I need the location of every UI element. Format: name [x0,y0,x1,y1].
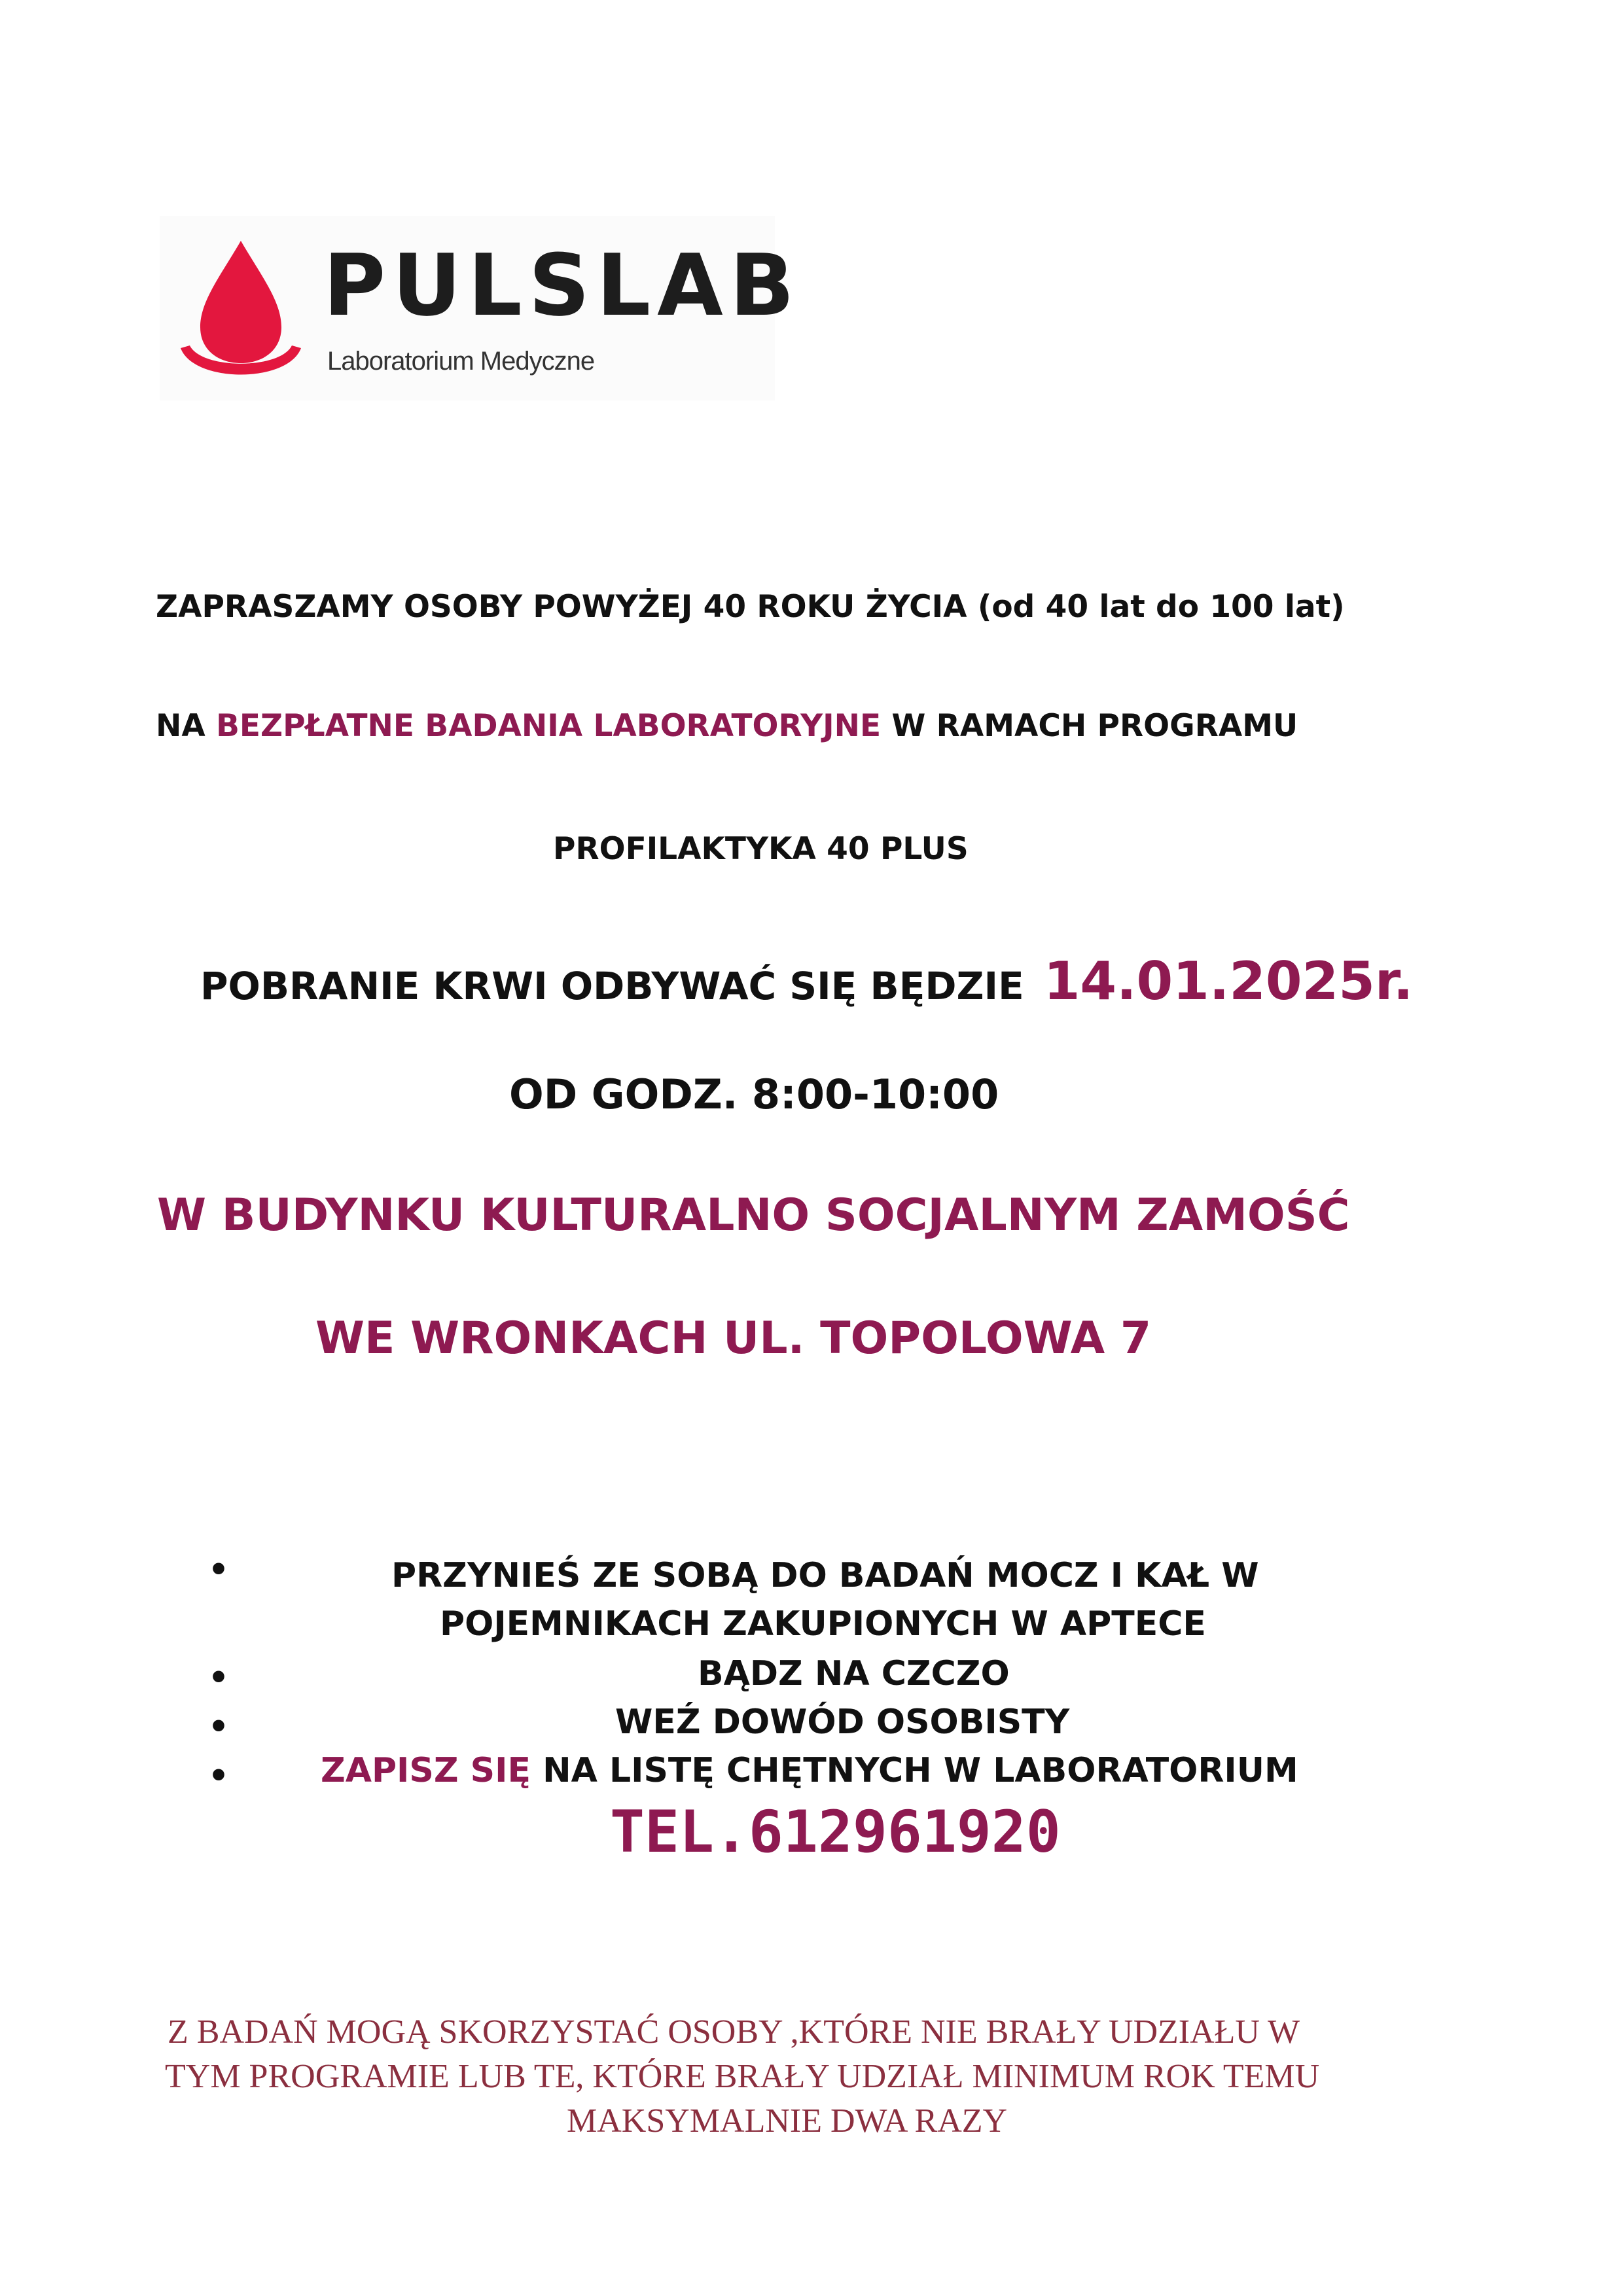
event-hours: OD GODZ. 8:00-10:00 [509,1070,999,1118]
bullet-item-3: WEŹ DOWÓD OSOBISTY [615,1703,1070,1742]
event-date: 14.01.2025r. [1043,951,1414,1012]
bullet-item-4 [321,1751,1298,1790]
bullet-item-4-rest: NA LISTĘ CHĘTNYCH W LABORATORIUM [531,1751,1298,1790]
footer-line-3: MAKSYMALNIE DWA RAZY [567,2102,1008,2140]
event-date-line [200,951,1413,1012]
footer-line-1: Z BADAŃ MOGĄ SKORZYSTAĆ OSOBY ,KTÓRE NIE BRAŁY UDZIAŁU W [168,2013,1300,2051]
blood-drop-icon [175,236,306,380]
logo-name: PULSLAB [323,236,801,335]
bullet-item-1-line-1: PRZYNIEŚ ZE SOBĄ DO BADAŃ MOCZ I KAŁ W [391,1556,1259,1595]
bullet-item-1-line-2: POJEMNIKACH ZAKUPIONYCH W APTECE [440,1604,1206,1644]
bullet-marker: • [208,1551,229,1589]
footer-line-2: TYM PROGRAMIE LUB TE, KTÓRE BRAŁY UDZIAŁ MINIMUM ROK TEMU [165,2058,1320,2095]
bullet-marker: • [208,1757,229,1795]
date-label: POBRANIE KRWI ODBYWAĆ SIĘ BĘDZIE [200,964,1024,1008]
free-tests-highlight: BEZPŁATNE BADANIA LABORATORYJNE [216,708,882,744]
bullet-marker: • [208,1708,229,1746]
event-place-line-2: WE WRONKACH UL. TOPOLOWA 7 [315,1313,1152,1364]
pulslab-logo [160,216,801,400]
intro-line-2-suffix: W RAMACH PROGRAMU [881,708,1298,744]
intro-line-2-prefix: NA [156,708,217,744]
intro-line-1: ZAPRASZAMY OSOBY POWYŻEJ 40 ROKU ŻYCIA (od 40 lat do 100 lat) [156,589,1345,625]
intro-line-2 [156,708,1298,744]
event-place-line-1: W BUDYNKU KULTURALNO SOCJALNYM ZAMOŚĆ [157,1190,1350,1241]
phone-number: TEL.612961920 [610,1798,1061,1865]
sign-up-highlight: ZAPISZ SIĘ [321,1751,531,1790]
logo-subtitle: Laboratorium Medyczne [327,347,595,376]
bullet-item-2: BĄDZ NA CZCZO [698,1654,1010,1693]
bullet-marker: • [208,1659,229,1697]
program-name: PROFILAKTYKA 40 PLUS [553,831,969,867]
